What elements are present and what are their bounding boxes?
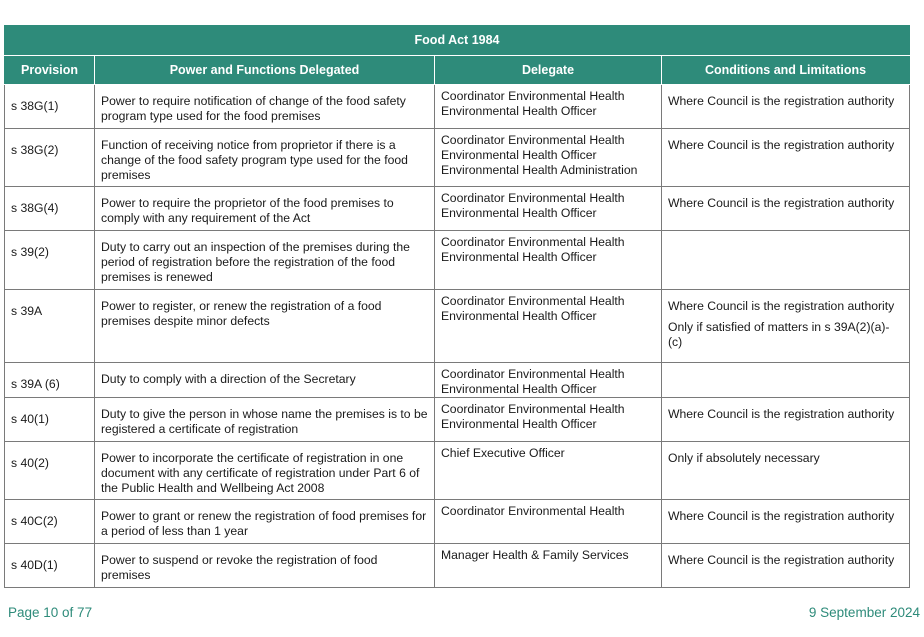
provision-cell: s 39A (6) — [5, 363, 95, 398]
delegate-name: Environmental Health Officer — [441, 382, 597, 396]
condition-text: Where Council is the registration authority — [668, 94, 895, 108]
delegate-cell — [435, 442, 662, 500]
conditions-cell — [662, 187, 910, 231]
delegate-cell — [435, 85, 662, 129]
delegate-cell — [435, 290, 662, 363]
header-delegate: Delegate — [435, 56, 662, 85]
delegate-name: Chief Executive Officer — [441, 446, 565, 460]
delegate-name: Environmental Health Officer — [441, 206, 597, 220]
provision-cell: s 38G(2) — [5, 129, 95, 187]
condition-text: Where Council is the registration authority — [668, 196, 895, 210]
delegate-name: Coordinator Environmental Health — [441, 402, 625, 416]
conditions-cell — [662, 544, 910, 588]
table-body — [5, 85, 910, 588]
delegate-name: Environmental Health Officer — [441, 417, 597, 431]
table-row — [5, 442, 910, 500]
conditions-cell — [662, 500, 910, 544]
table-row — [5, 129, 910, 187]
conditions-cell — [662, 231, 910, 290]
conditions-cell — [662, 85, 910, 129]
conditions-cell — [662, 442, 910, 500]
header-power: Power and Functions Delegated — [95, 56, 435, 85]
delegate-name: Environmental Health Officer — [441, 148, 597, 162]
conditions-cell — [662, 129, 910, 187]
delegate-cell — [435, 363, 662, 398]
power-cell: Duty to give the person in whose name the premises is to be registered a certificate of registration — [95, 398, 435, 442]
delegate-cell — [435, 187, 662, 231]
delegate-name: Environmental Health Officer — [441, 104, 597, 118]
power-cell: Power to register, or renew the registration of a food premises despite minor defects — [95, 290, 435, 363]
delegate-name: Manager Health & Family Services — [441, 548, 629, 562]
power-cell: Power to incorporate the certificate of registration in one document with any certificate of registration under Part 6 of the Public Health and Wellbeing Act 2008 — [95, 442, 435, 500]
power-cell: Power to grant or renew the registration of food premises for a period of less than 1 year — [95, 500, 435, 544]
table-row — [5, 544, 910, 588]
provision-cell: s 39A — [5, 290, 95, 363]
provision-cell: s 39(2) — [5, 231, 95, 290]
delegation-table — [4, 25, 910, 588]
table-row — [5, 187, 910, 231]
table-row — [5, 500, 910, 544]
delegate-name: Environmental Health Officer — [441, 309, 597, 323]
delegate-name: Coordinator Environmental Health — [441, 504, 625, 518]
delegate-name: Environmental Health Administration — [441, 163, 638, 177]
conditions-cell — [662, 290, 910, 363]
condition-text: Where Council is the registration authority — [668, 299, 895, 313]
condition-text: Only if absolutely necessary — [668, 451, 820, 465]
header-provision: Provision — [5, 56, 95, 85]
page-number: Page 10 of 77 — [8, 605, 93, 620]
delegate-name: Coordinator Environmental Health — [441, 89, 625, 103]
condition-text: Where Council is the registration authority — [668, 509, 895, 523]
table-row — [5, 363, 910, 398]
table-title-row — [5, 26, 910, 56]
delegate-cell — [435, 544, 662, 588]
provision-cell: s 40(1) — [5, 398, 95, 442]
delegate-name: Environmental Health Officer — [441, 250, 597, 264]
power-cell: Power to suspend or revoke the registration of food premises — [95, 544, 435, 588]
provision-cell: s 40C(2) — [5, 500, 95, 544]
condition-text: Only if satisfied of matters in s 39A(2)(a)-(c) — [668, 320, 890, 349]
table-row — [5, 398, 910, 442]
conditions-cell — [662, 398, 910, 442]
conditions-cell — [662, 363, 910, 398]
delegate-name: Coordinator Environmental Health — [441, 367, 625, 381]
power-cell: Function of receiving notice from proprietor if there is a change of the food safety program type used for the food premises — [95, 129, 435, 187]
header-conditions: Conditions and Limitations — [662, 56, 910, 85]
condition-text: Where Council is the registration authority — [668, 553, 895, 567]
table-title: Food Act 1984 — [5, 26, 910, 56]
delegate-name: Coordinator Environmental Health — [441, 235, 625, 249]
table-row — [5, 290, 910, 363]
power-cell: Power to require the proprietor of the food premises to comply with any requirement of the Act — [95, 187, 435, 231]
delegate-name: Coordinator Environmental Health — [441, 133, 625, 147]
condition-text: Where Council is the registration authority — [668, 407, 895, 421]
footer-date: 9 September 2024 — [808, 605, 920, 620]
power-cell: Power to require notification of change of the food safety program type used for the food premises — [95, 85, 435, 129]
delegate-name: Coordinator Environmental Health — [441, 294, 625, 308]
delegate-cell — [435, 231, 662, 290]
provision-cell: s 40(2) — [5, 442, 95, 500]
table-row — [5, 85, 910, 129]
delegate-cell — [435, 398, 662, 442]
delegate-cell — [435, 500, 662, 544]
power-cell: Duty to carry out an inspection of the premises during the period of registration before the registration of the food premises is renewed — [95, 231, 435, 290]
power-cell: Duty to comply with a direction of the Secretary — [95, 363, 435, 398]
provision-cell: s 40D(1) — [5, 544, 95, 588]
delegate-name: Coordinator Environmental Health — [441, 191, 625, 205]
delegate-cell — [435, 129, 662, 187]
provision-cell: s 38G(4) — [5, 187, 95, 231]
condition-text: Where Council is the registration authority — [668, 138, 895, 152]
provision-cell: s 38G(1) — [5, 85, 95, 129]
table-header-row — [5, 56, 910, 85]
table-row — [5, 231, 910, 290]
